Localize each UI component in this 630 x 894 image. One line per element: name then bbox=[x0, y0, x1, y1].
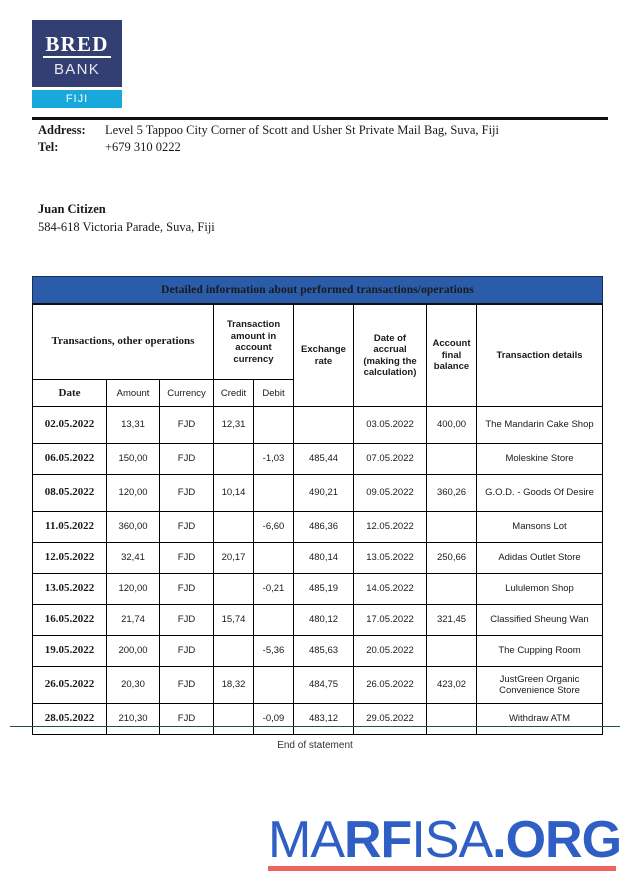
bank-logo-square bbox=[32, 20, 122, 87]
cell-details: Lululemon Shop bbox=[477, 574, 603, 605]
header-transactions-group: Transactions, other operations bbox=[33, 304, 214, 380]
table-row bbox=[33, 543, 603, 574]
cell-amount: 360,00 bbox=[107, 512, 160, 543]
bank-logo-bred-text: BRED bbox=[45, 32, 109, 56]
cell-credit bbox=[214, 512, 254, 543]
cell-balance bbox=[427, 636, 477, 667]
address-label: Address: bbox=[38, 123, 86, 137]
cell-credit: 18,32 bbox=[214, 667, 254, 704]
cell-currency: FJD bbox=[160, 475, 214, 512]
cell-date: 26.05.2022 bbox=[33, 667, 107, 704]
cell-currency: FJD bbox=[160, 667, 214, 704]
header-debit: Debit bbox=[254, 380, 294, 407]
cell-accrual: 09.05.2022 bbox=[354, 475, 427, 512]
cell-balance bbox=[427, 704, 477, 735]
cell-rate: 485,19 bbox=[294, 574, 354, 605]
cell-credit: 12,31 bbox=[214, 407, 254, 444]
cell-date: 13.05.2022 bbox=[33, 574, 107, 605]
tel-value: +679 310 0222 bbox=[105, 140, 181, 154]
cell-currency: FJD bbox=[160, 444, 214, 475]
cell-credit bbox=[214, 636, 254, 667]
customer-address: 584-618 Victoria Parade, Suva, Fiji bbox=[38, 220, 215, 234]
cell-debit: -0,09 bbox=[254, 704, 294, 735]
cell-date: 08.05.2022 bbox=[33, 475, 107, 512]
cell-credit: 20,17 bbox=[214, 543, 254, 574]
cell-date: 11.05.2022 bbox=[33, 512, 107, 543]
cell-amount: 20,30 bbox=[107, 667, 160, 704]
tel-label: Tel: bbox=[38, 140, 59, 154]
cell-rate bbox=[294, 407, 354, 444]
header-amount: Amount bbox=[107, 380, 160, 407]
cell-accrual: 12.05.2022 bbox=[354, 512, 427, 543]
cell-credit bbox=[214, 574, 254, 605]
cell-details: Moleskine Store bbox=[477, 444, 603, 475]
cell-credit: 10,14 bbox=[214, 475, 254, 512]
cell-balance: 423,02 bbox=[427, 667, 477, 704]
table-row bbox=[33, 636, 603, 667]
cell-debit: -5,36 bbox=[254, 636, 294, 667]
cell-details: Adidas Outlet Store bbox=[477, 543, 603, 574]
watermark-part1: MA bbox=[268, 811, 344, 869]
address-value: Level 5 Tappoo City Corner of Scott and Usher St Private Mail Bag, Suva, Fiji bbox=[105, 123, 499, 137]
cell-date: 16.05.2022 bbox=[33, 605, 107, 636]
cell-amount: 120,00 bbox=[107, 574, 160, 605]
cell-credit bbox=[214, 704, 254, 735]
cell-rate: 480,14 bbox=[294, 543, 354, 574]
cell-accrual: 13.05.2022 bbox=[354, 543, 427, 574]
cell-details: JustGreen Organic Convenience Store bbox=[477, 667, 603, 704]
cell-debit bbox=[254, 543, 294, 574]
cell-amount: 120,00 bbox=[107, 475, 160, 512]
watermark-text bbox=[268, 811, 622, 869]
cell-currency: FJD bbox=[160, 574, 214, 605]
table-body bbox=[33, 407, 603, 735]
table-group-header-row bbox=[33, 304, 603, 380]
cell-currency: FJD bbox=[160, 605, 214, 636]
header-credit: Credit bbox=[214, 380, 254, 407]
cell-debit bbox=[254, 475, 294, 512]
table-title-row bbox=[33, 277, 603, 305]
cell-details: The Mandarin Cake Shop bbox=[477, 407, 603, 444]
header-currency: Currency bbox=[160, 380, 214, 407]
table-row bbox=[33, 574, 603, 605]
cell-debit: -1,03 bbox=[254, 444, 294, 475]
cell-accrual: 14.05.2022 bbox=[354, 574, 427, 605]
cell-balance bbox=[427, 512, 477, 543]
cell-amount: 21,74 bbox=[107, 605, 160, 636]
bank-logo bbox=[32, 20, 122, 108]
table-row bbox=[33, 667, 603, 704]
cell-balance bbox=[427, 444, 477, 475]
cell-debit: -6,60 bbox=[254, 512, 294, 543]
table-row bbox=[33, 407, 603, 444]
marfisa-watermark bbox=[268, 811, 622, 871]
bank-logo-region-badge: FIJI bbox=[32, 90, 122, 108]
footer-divider bbox=[10, 726, 620, 727]
cell-accrual: 03.05.2022 bbox=[354, 407, 427, 444]
cell-details: Mansons Lot bbox=[477, 512, 603, 543]
address-row bbox=[38, 122, 608, 139]
header-transaction-details: Transaction details bbox=[477, 304, 603, 407]
header-date: Date bbox=[33, 380, 107, 407]
cell-rate: 485,63 bbox=[294, 636, 354, 667]
cell-date: 28.05.2022 bbox=[33, 704, 107, 735]
header-amount-in-account-currency: Transaction amount in account currency bbox=[214, 304, 294, 380]
cell-amount: 210,30 bbox=[107, 704, 160, 735]
tel-row bbox=[38, 139, 608, 156]
cell-currency: FJD bbox=[160, 543, 214, 574]
header-exchange-rate: Exchange rate bbox=[294, 304, 354, 407]
customer-block bbox=[38, 200, 438, 236]
watermark-part2: RF bbox=[344, 811, 412, 869]
customer-name: Juan Citizen bbox=[38, 202, 106, 216]
cell-rate: 483,12 bbox=[294, 704, 354, 735]
cell-rate: 480,12 bbox=[294, 605, 354, 636]
header-date-of-accrual: Date of accrual (making the calculation) bbox=[354, 304, 427, 407]
cell-amount: 200,00 bbox=[107, 636, 160, 667]
table-row bbox=[33, 512, 603, 543]
cell-currency: FJD bbox=[160, 704, 214, 735]
cell-debit bbox=[254, 407, 294, 444]
cell-rate: 490,21 bbox=[294, 475, 354, 512]
cell-rate: 486,36 bbox=[294, 512, 354, 543]
cell-accrual: 07.05.2022 bbox=[354, 444, 427, 475]
cell-date: 06.05.2022 bbox=[33, 444, 107, 475]
cell-debit bbox=[254, 667, 294, 704]
cell-currency: FJD bbox=[160, 636, 214, 667]
cell-amount: 150,00 bbox=[107, 444, 160, 475]
cell-balance: 400,00 bbox=[427, 407, 477, 444]
cell-accrual: 26.05.2022 bbox=[354, 667, 427, 704]
cell-accrual: 20.05.2022 bbox=[354, 636, 427, 667]
cell-currency: FJD bbox=[160, 407, 214, 444]
cell-amount: 32,41 bbox=[107, 543, 160, 574]
cell-accrual: 29.05.2022 bbox=[354, 704, 427, 735]
cell-currency: FJD bbox=[160, 512, 214, 543]
cell-balance: 321,45 bbox=[427, 605, 477, 636]
table-title: Detailed information about performed transactions/operations bbox=[33, 277, 603, 305]
cell-amount: 13,31 bbox=[107, 407, 160, 444]
cell-date: 19.05.2022 bbox=[33, 636, 107, 667]
cell-balance: 250,66 bbox=[427, 543, 477, 574]
cell-date: 12.05.2022 bbox=[33, 543, 107, 574]
bank-contact-block bbox=[38, 122, 608, 156]
end-of-statement-text: End of statement bbox=[277, 740, 353, 751]
cell-accrual: 17.05.2022 bbox=[354, 605, 427, 636]
cell-credit bbox=[214, 444, 254, 475]
cell-details: Withdraw ATM bbox=[477, 704, 603, 735]
table-row bbox=[33, 475, 603, 512]
watermark-part4: .ORG bbox=[492, 811, 622, 869]
cell-balance bbox=[427, 574, 477, 605]
bank-logo-bank-text: BANK bbox=[53, 61, 101, 78]
cell-details: G.O.D. - Goods Of Desire bbox=[477, 475, 603, 512]
watermark-part3: ISA bbox=[411, 811, 493, 869]
header-account-final-balance: Account final balance bbox=[427, 304, 477, 407]
cell-date: 02.05.2022 bbox=[33, 407, 107, 444]
table-head bbox=[33, 277, 603, 407]
table-row bbox=[33, 444, 603, 475]
cell-debit: -0,21 bbox=[254, 574, 294, 605]
cell-credit: 15,74 bbox=[214, 605, 254, 636]
cell-details: The Cupping Room bbox=[477, 636, 603, 667]
cell-debit bbox=[254, 605, 294, 636]
cell-rate: 484,75 bbox=[294, 667, 354, 704]
table-row bbox=[33, 605, 603, 636]
cell-balance: 360,26 bbox=[427, 475, 477, 512]
transactions-table bbox=[32, 276, 603, 735]
table-row bbox=[33, 704, 603, 735]
cell-details: Classified Sheung Wan bbox=[477, 605, 603, 636]
cell-rate: 485,44 bbox=[294, 444, 354, 475]
header-divider bbox=[32, 117, 608, 120]
